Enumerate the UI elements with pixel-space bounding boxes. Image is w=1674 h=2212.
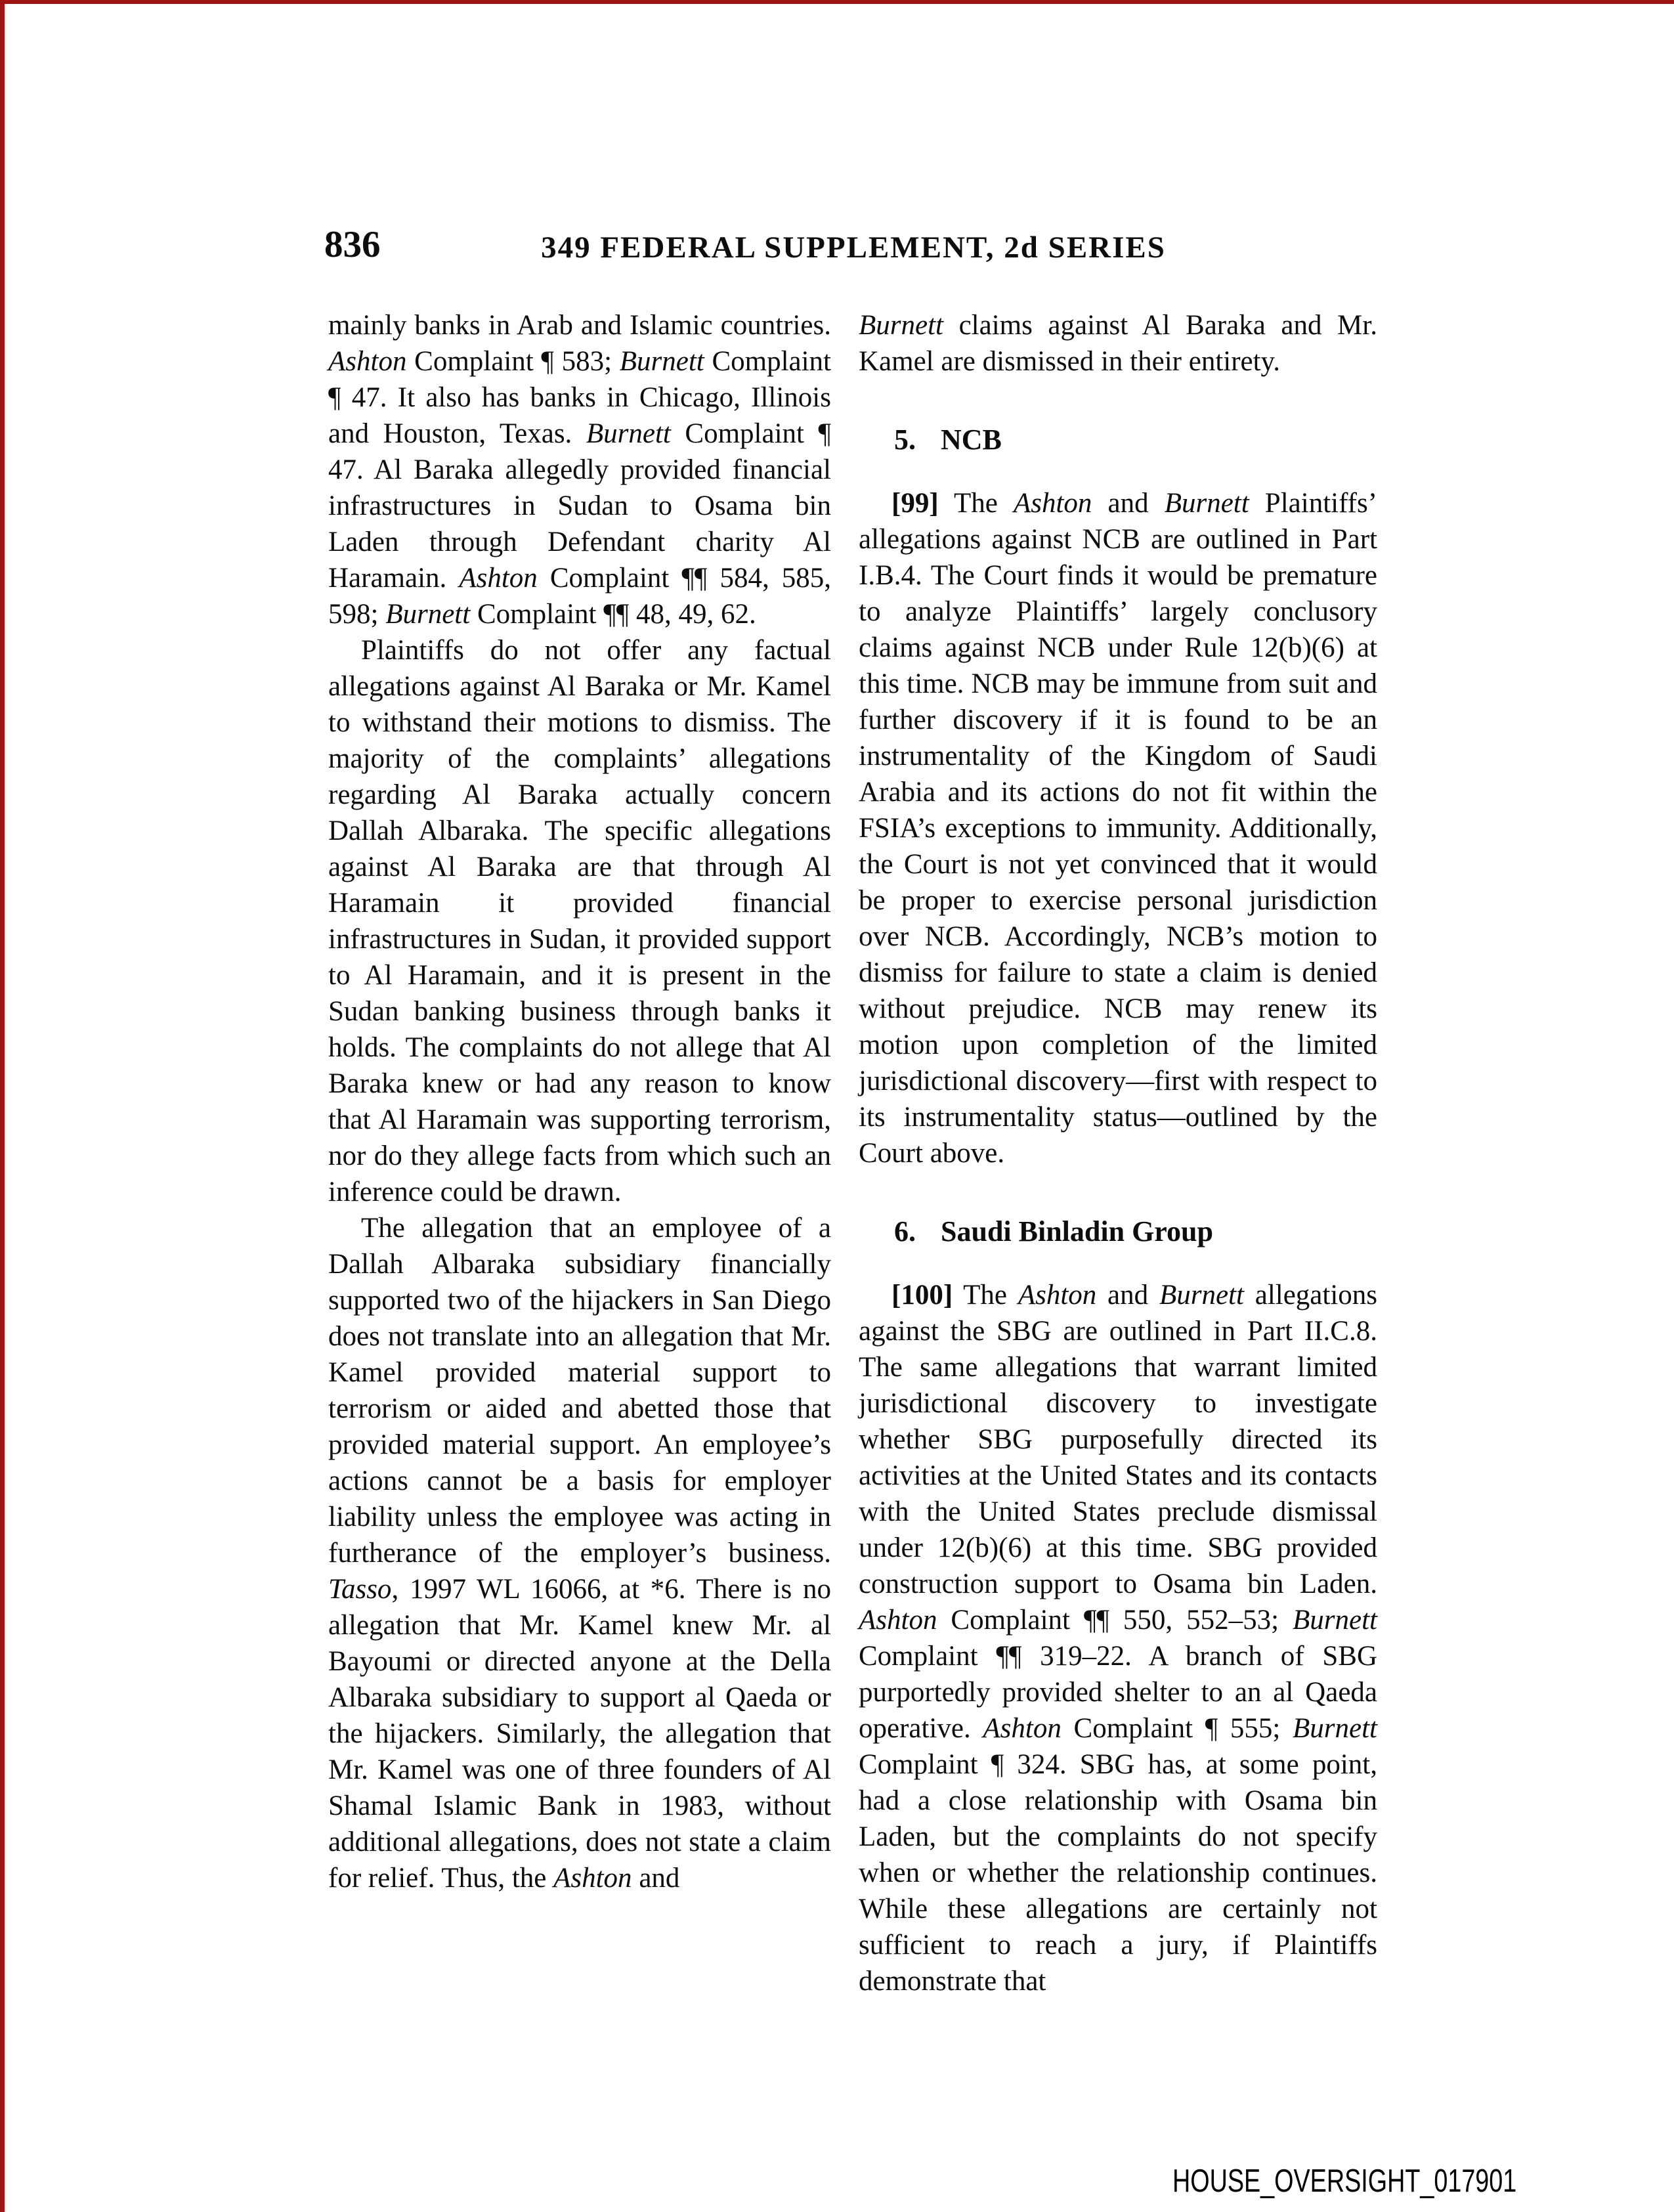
case-name: Burnett	[1164, 488, 1249, 519]
section-number: 6.	[894, 1215, 916, 1247]
text-run: Complaint ¶ 583;	[406, 346, 620, 377]
case-name: Ashton	[459, 563, 538, 594]
text-run: claims against Al Baraka and Mr. Kamel are dismissed in their entirety.	[859, 310, 1377, 377]
text-run: Complaint ¶¶ 319–22. A branch of SBG purportedly provided shelter to an al Qaeda operative.	[859, 1641, 1377, 1744]
case-name: Ashton	[553, 1863, 632, 1894]
text-run: mainly banks in Arab and Islamic countries.	[328, 310, 831, 341]
text-run: and	[1096, 1280, 1159, 1311]
paragraph-marker: [100]	[891, 1280, 953, 1311]
paragraph	[859, 307, 1377, 380]
case-name: Ashton	[983, 1713, 1062, 1744]
text-run: The allegation that an employee of a Dallah Albaraka subsidiary financially supported two of the hijackers in San Diego does not translate into an allegation that Mr. Kamel provided material support to terrorism or aided and abetted those that provided material support. An employee’s actions cannot be a basis for employer liability unless the employee was acting in furtherance of the employer’s business.	[328, 1213, 831, 1569]
paragraph	[859, 485, 1377, 1171]
bates-stamp: HOUSE_OVERSIGHT_017901	[1172, 2163, 1517, 2199]
left-column	[328, 307, 831, 1896]
paragraph	[328, 632, 831, 1210]
text-run: The	[938, 488, 1014, 519]
paragraph	[859, 1277, 1377, 1999]
case-name: Burnett	[385, 599, 471, 630]
running-header: 349 FEDERAL SUPPLEMENT, 2d SERIES	[541, 230, 1166, 265]
paragraph	[328, 307, 831, 632]
page-number: 836	[324, 224, 381, 265]
case-name: Burnett	[1293, 1713, 1377, 1744]
text-run: Plaintiffs’ allegations against NCB are outlined in Part I.B.4. The Court finds it would be premature to analyze Plaintiffs’ largely conclusory claims against NCB under Rule 12(b)(6) at this time. NCB may be immune from suit and further discovery if it is found to be an instrumentality of the Kingdom of Saudi Arabia and its actions do not fit within the FSIA’s exceptions to immunity. Additionally, the Court is not yet convinced that it would be proper to exercise personal jurisdiction over NCB. Accordingly, NCB’s motion to dismiss for failure to state a claim is denied without prejudice. NCB may renew its motion upon completion of the limited jurisdictional discovery—first with respect to its instrumentality status—outlined by the Court above.	[859, 488, 1377, 1169]
text-run: Complaint ¶ 324. SBG has, at some point, had a close relationship with Osama bin Laden, but the complaints do not specify when or whether the relationship continues. While these allegations are certainly not sufficient to reach a jury, if Plaintiffs demonstrate that	[859, 1749, 1377, 1997]
scan-edge-top	[0, 0, 1674, 4]
case-name: Burnett	[1293, 1605, 1377, 1636]
section-title: NCB	[941, 423, 1002, 456]
text-run: Complaint ¶ 47. It also has banks in Chicago, Illinois and Houston, Texas.	[328, 346, 831, 449]
section-title: Saudi Binladin Group	[941, 1215, 1213, 1247]
text-run: The	[953, 1280, 1018, 1311]
text-run: , 1997 WL 16066, at *6. There is no allegation that Mr. Kamel knew Mr. al Bayoumi or directed anyone at the Della Albaraka subsidiary to support al Qaeda or the hijackers. Similarly, the allegation that Mr. Kamel was one of three founders of Al Shamal Islamic Bank in 1983, without additional allegations, does not state a claim for relief. Thus, the	[328, 1574, 831, 1894]
case-name: Ashton	[328, 346, 407, 377]
text-run: and	[1092, 488, 1165, 519]
text-run: allegations against the SBG are outlined in Part II.C.8. The same allegations that warrant limited jurisdictional discovery to investigate whether SBG purposefully directed its activities at the United States and its contacts with the United States preclude dismissal under 12(b)(6) at this time. SBG provided construction support to Osama bin Laden.	[859, 1280, 1378, 1599]
paragraph-marker: [99]	[891, 488, 939, 519]
text-run: Plaintiffs do not offer any factual allegations against Al Baraka or Mr. Kamel to withstand their motions to dismiss. The majority of the complaints’ allegations regarding Al Baraka actually concern Dallah Albaraka. The specific allegations against Al Baraka are that through Al Haramain it provided financial infrastructures in Sudan, it provided support to Al Haramain, and it is present in the Sudan banking business through banks it holds. The complaints do not allege that Al Baraka knew or had any reason to know that Al Haramain was supporting terrorism, nor do they allege facts from which such an inference could be drawn.	[328, 635, 831, 1207]
case-name: Ashton	[1013, 488, 1092, 519]
case-name: Burnett	[619, 346, 704, 377]
text-run: Complaint ¶¶ 550, 552–53;	[937, 1605, 1293, 1636]
scan-edge-left	[0, 0, 5, 2212]
text-run: Complaint ¶ 47. Al Baraka allegedly provided financial infrastructures in Sudan to Osama bin Laden through Defendant charity Al Haramain.	[328, 418, 831, 594]
text-run: and	[632, 1863, 680, 1894]
section-number: 5.	[894, 423, 916, 456]
case-name: Burnett	[859, 310, 943, 341]
section-heading	[859, 1213, 1377, 1249]
text-run: Complaint ¶¶ 48, 49, 62.	[470, 599, 756, 630]
case-name: Ashton	[859, 1605, 937, 1636]
case-name: Tasso	[328, 1574, 392, 1605]
section-heading	[859, 422, 1377, 458]
paragraph	[328, 1210, 831, 1896]
case-name: Burnett	[586, 418, 671, 449]
text-run: Complaint ¶¶ 584, 585, 598;	[328, 563, 831, 630]
case-name: Ashton	[1018, 1280, 1097, 1311]
right-column	[859, 307, 1377, 1999]
case-name: Burnett	[1159, 1280, 1244, 1311]
text-run: Complaint ¶ 555;	[1061, 1713, 1293, 1744]
